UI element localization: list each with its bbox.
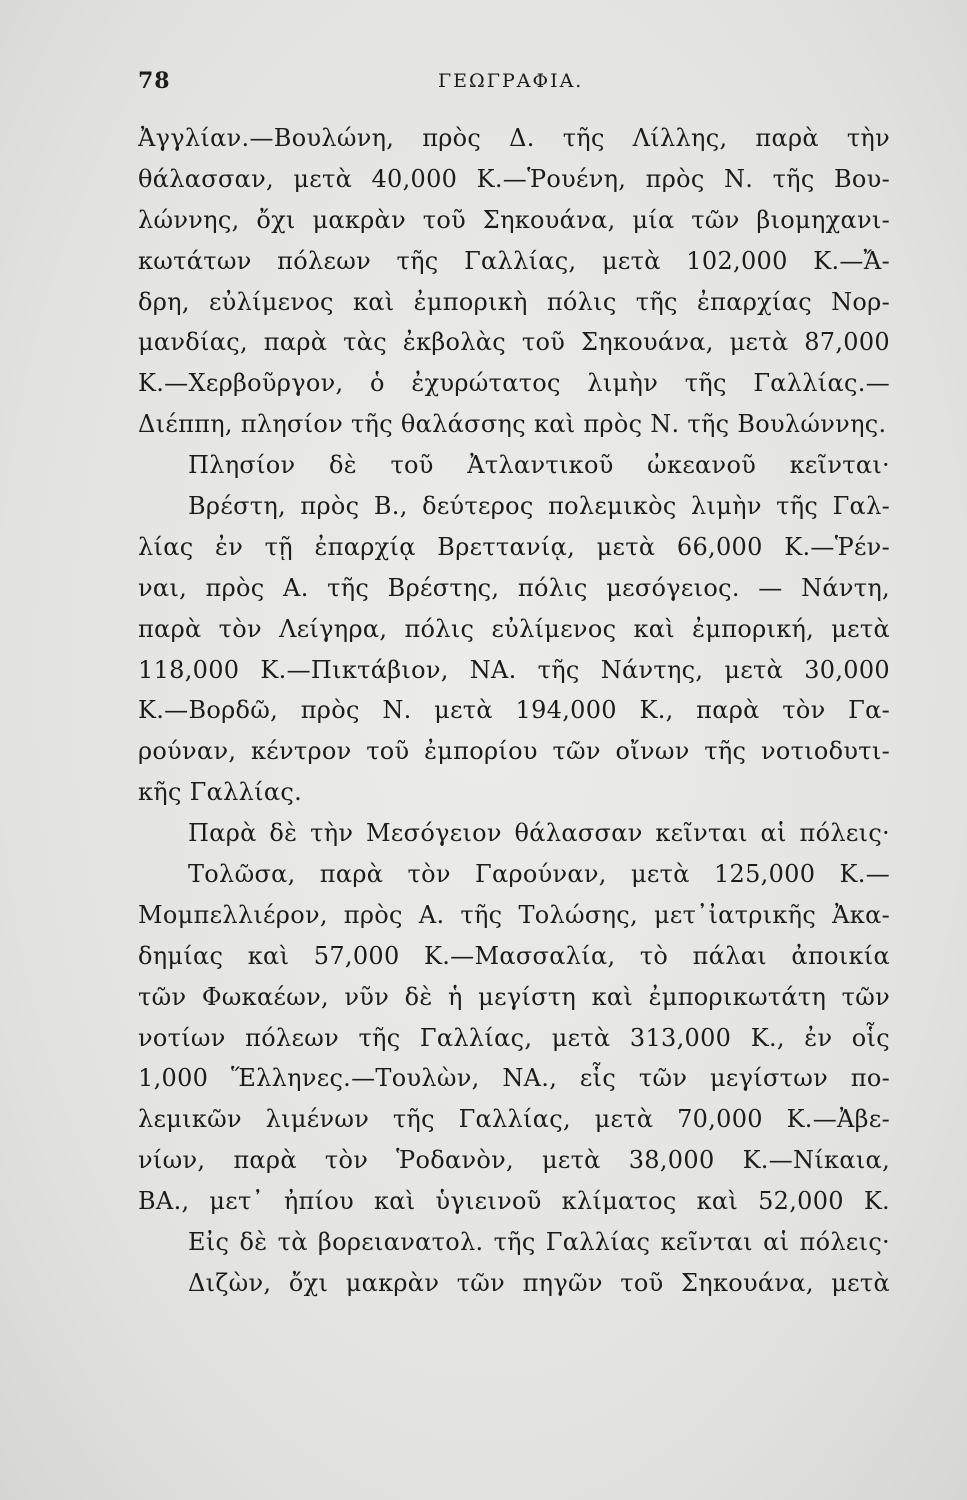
text-line: τῶν Φωκαέων, νῦν δὲ ἡ μεγίστη καὶ ἐμπορικωτάτη τῶν [138,982,890,1011]
text-line: Παρὰ δὲ τὴν Μεσόγειον θάλασσαν κεῖνται αἱ πόλεις· [188,819,890,848]
text-line: 1,000 Ἕλληνες.—Τουλὼν, ΝΑ., εἷς τῶν μεγίστων πο- [138,1064,890,1093]
text-line: ναι, πρὸς Α. τῆς Βρέστης, πόλις μεσόγειος. — Νάντη, [138,573,890,602]
text-line: Εἰς δὲ τὰ βορειανατολ. τῆς Γαλλίας κεῖνται αἱ πόλεις· [188,1228,890,1257]
text-line: ΒΑ., μετ᾽ ἠπίου καὶ ὑγιεινοῦ κλίματος καὶ 52,000 Κ. [138,1187,890,1216]
text-line: κωτάτων πόλεων τῆς Γαλλίας, μετὰ 102,000 Κ.—Ἄ- [138,246,890,275]
text-line: θάλασσαν, μετὰ 40,000 Κ.—Ῥουένη, πρὸς Ν. τῆς Βου- [138,164,890,193]
text-line: Πλησίον δὲ τοῦ Ἀτλαντικοῦ ὠκεανοῦ κεῖνται· [188,451,890,480]
text-line: νίων, παρὰ τὸν Ῥοδανὸν, μετὰ 38,000 Κ.—Νίκαια, [138,1146,890,1175]
text-line: παρὰ τὸν Λείγηρα, πόλις εὐλίμενος καὶ ἐμπορική, μετὰ [138,614,890,643]
text-line: Κ.—Βορδῶ, πρὸς Ν. μετὰ 194,000 Κ., παρὰ τὸν Γα- [138,696,890,725]
text-line: κῆς Γαλλίας. [138,778,303,807]
text-line: Κ.—Χερβοῦργον, ὁ ἐχυρώτατος λιμὴν τῆς Γαλλίας.— [138,369,890,398]
text-line: Μομπελλιέρον, πρὸς Α. τῆς Τολώσης, μετ᾽ἰατρικῆς Ἀκα- [138,900,890,929]
header-title: ΓΕΩΓΡΑΦΙΑ. [438,70,584,92]
text-line: Βρέστη, πρὸς Β., δεύτερος πολεμικὸς λιμὴν τῆς Γαλ- [188,492,890,521]
text-line: 118,000 Κ.—Πικτάβιον, ΝΑ. τῆς Νάντης, μετὰ 30,000 [138,655,890,684]
text-line: Διέππη, πλησίον τῆς θαλάσσης καὶ πρὸς Ν. τῆς Βουλώννης. [138,410,887,439]
text-line: μανδίας, παρὰ τὰς ἐκβολὰς τοῦ Σηκουάνα, μετὰ 87,000 [138,328,890,357]
body-text [138,118,890,1304]
text-line: νοτίων πόλεων τῆς Γαλλίας, μετὰ 313,000 Κ., ἐν οἷς [138,1023,890,1052]
text-line: δημίας καὶ 57,000 Κ.—Μασσαλία, τὸ πάλαι ἀποικία [138,941,890,970]
text-line: ρούναν, κέντρον τοῦ ἐμπορίου τῶν οἴνων τῆς νοτιοδυτι- [138,737,890,766]
text-line: λώννης, ὄχι μακρὰν τοῦ Σηκουάνα, μία τῶν βιομηχανι- [138,205,890,234]
text-line: Διζὼν, ὄχι μακρὰν τῶν πηγῶν τοῦ Σηκουάνα, μετὰ [188,1268,890,1297]
text-line: λίας ἐν τῇ ἐπαρχίᾳ Βρεττανίᾳ, μετὰ 66,000 Κ.—Ῥέν- [138,532,890,561]
text-line: λεμικῶν λιμένων τῆς Γαλλίας, μετὰ 70,000 Κ.—Ἀβε- [138,1105,890,1134]
text-line: Τολῶσα, παρὰ τὸν Γαρούναν, μετὰ 125,000 Κ.— [188,860,890,889]
text-line: Ἀγγλίαν.—Βουλώνη, πρὸς Δ. τῆς Λίλλης, παρὰ τὴν [138,124,890,152]
running-head [138,62,890,102]
page-number: 78 [138,68,171,94]
text-line: δρη, εὐλίμενος καὶ ἐμπορικὴ πόλις τῆς ἐπαρχίας Νορ- [138,287,890,316]
